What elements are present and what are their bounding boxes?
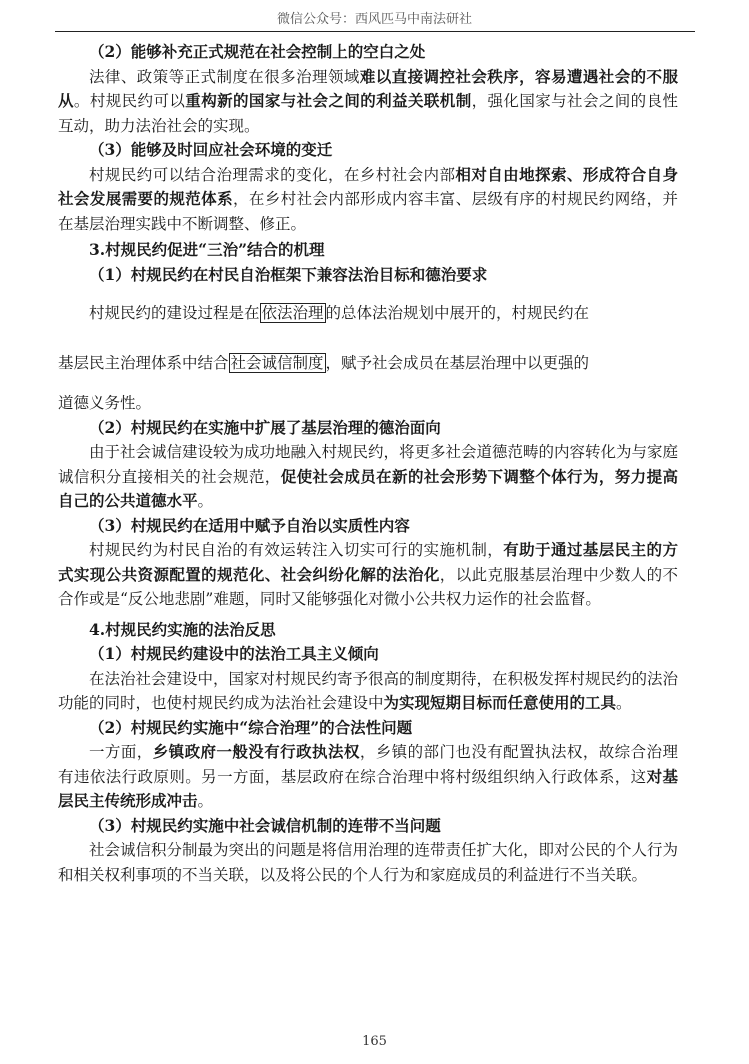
section-heading: （2）能够补充正式规范在社会控制上的空白之处: [89, 42, 426, 61]
page-body: [58, 40, 678, 887]
header-rule: [55, 31, 695, 32]
paragraph: 法律、政策等正式制度在很多治理领域难以直接调控社会秩序，容易遭遇社会的不服从。村规民约可以重构新的国家与社会之间的利益关联机制，强化国家与社会之间的良性互动，助力法治社会的实现。: [58, 66, 678, 135]
paragraph: 村规民约为村民自治的有效运转注入切实可行的实施机制，有助于通过基层民主的方式实现公共资源配置的规范化、社会纠纷化解的法治化，以此克服基层治理中少数人的不合作或是“反公地悲剧”难题，同时又能够强化对微小公共权力运作的社会监督。: [58, 540, 678, 608]
paragraph: 由于社会诚信建设较为成功地融入村规民约，将更多社会道德范畴的内容转化为与家庭诚信积分直接相关的社会规范，促使社会成员在新的社会形势下调整个体行为，努力提高自己的公共道德水平。: [58, 443, 679, 510]
section-heading: （1）村规民约在村民自治框架下兼容法治目标和德治要求: [89, 264, 488, 284]
page-header: 微信公众号：西风匹马中南法研社: [276, 12, 472, 27]
section-heading: （2）村规民约在实施中扩展了基层治理的德治面向: [89, 417, 441, 437]
paragraph: 社会诚信积分制最为突出的问题是将信用治理的连带责任扩大化，即对公民的个人行为和相关权利事项的不当关联，以及将公民的个人行为和家庭成员的利益进行不当关联。: [58, 841, 679, 884]
section-heading: （2）村规民约实施中“综合治理”的合法性问题: [89, 717, 413, 737]
paragraph: 一方面，乡镇政府一般没有行政执法权，乡镇的部门也没有配置执法权，故综合治理有违依法行政原则。另一方面，基层政府在综合治理中将村级组织纳入行政体系，这对基层民主传统形成冲击。: [58, 742, 678, 810]
boxed-term: 依法治理: [261, 304, 324, 322]
chapter-heading: 4.村规民约实施的法治反思: [89, 619, 276, 639]
paragraph-line: 道德义务性。: [58, 394, 152, 412]
section-heading: （3）村规民约实施中社会诚信机制的连带不当问题: [89, 815, 441, 835]
paragraph: 在法治社会建设中，国家对村规民约寄予很高的制度期待，在积极发挥村规民约的法治功能的同时，也使村规民约成为法治社会建设中为实现短期目标而任意使用的工具。: [58, 669, 679, 712]
section-heading: （1）村规民约建设中的法治工具主义倾向: [89, 644, 379, 663]
paragraph-line: 村规民约的建设过程是在 依法治理 的总体法治规划中展开的，村规民约在: [89, 304, 590, 322]
section-heading: （3）能够及时回应社会环境的变迁: [89, 140, 333, 159]
paragraph: 村规民约可以结合治理需求的变化，在乡村社会内部相对自由地探索、形成符合自身社会发展需要的规范体系，在乡村社会内部形成内容丰富、层级有序的村规民约网络，并在基层治理实践中不断调整、修正。: [58, 164, 678, 233]
paragraph-line: 基层民主治理体系中结合 社会诚信制度 ，赋予社会成员在基层治理中以更强的: [58, 354, 590, 372]
section-heading: （3）村规民约在适用中赋予自治以实质性内容: [89, 515, 410, 535]
chapter-heading: 3.村规民约促进“三治”结合的机理: [89, 240, 325, 259]
boxed-term: 社会诚信制度: [230, 354, 324, 372]
page-number: 165: [362, 1034, 387, 1049]
